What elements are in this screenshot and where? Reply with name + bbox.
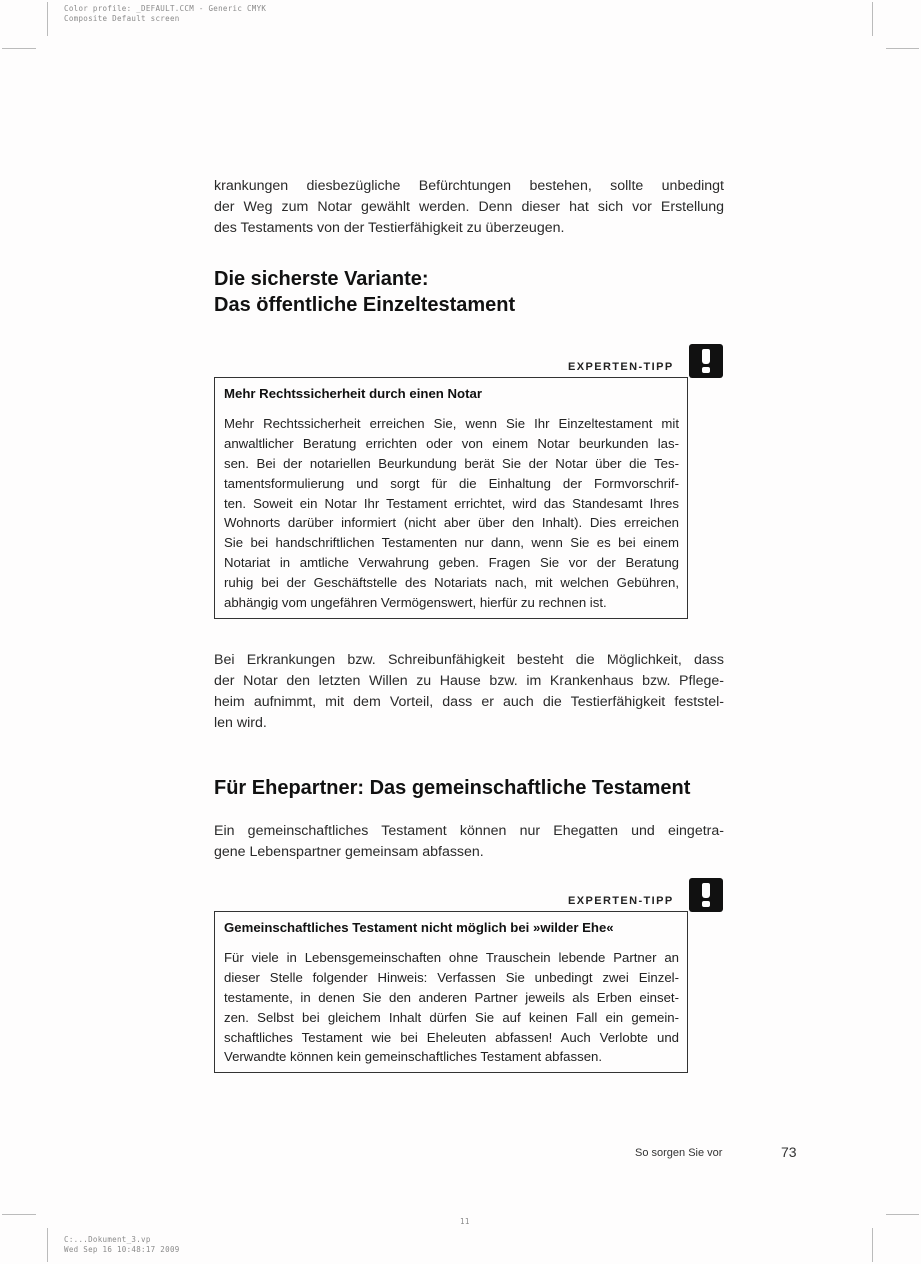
- text-line: testamente, in denen Sie den anderen Partner jeweils als Erben einset-: [224, 989, 679, 1005]
- running-footer-title: So sorgen Sie vor: [635, 1147, 723, 1159]
- exclamation-icon: [689, 878, 723, 912]
- expert-tip-label: EXPERTEN-TIPP: [568, 895, 674, 907]
- text-line: ten. Soweit ein Notar Ihr Testament errichtet, wird das Standesamt Ihres: [224, 495, 679, 511]
- crop-mark: [872, 2, 873, 36]
- text-line: krankungen diesbezügliche Befürchtungen bestehen, sollte unbedingt: [214, 178, 724, 194]
- text-line: len wird.: [214, 715, 267, 731]
- section-heading-line-1: Die sicherste Variante:: [214, 268, 429, 290]
- text-line: Verwandte können kein gemeinschaftliches Testament abfassen.: [224, 1049, 603, 1065]
- sheet-number: 11: [460, 1217, 470, 1226]
- text-line: der Weg zum Notar gewählt werden. Denn dieser hat sich vor Erstellung: [214, 199, 724, 215]
- text-line: zen. Selbst bei gleichem Inhalt dürfen Sie auf keinen Fall ein gemein-: [224, 1009, 679, 1025]
- text-line: ruhig bei der Geschäftstelle des Notariats nach, mit welchen Gebühren,: [224, 575, 679, 591]
- file-name-note: C:...Dokument_3.vp: [64, 1235, 151, 1244]
- intro-paragraph: [214, 176, 724, 239]
- text-line: tamentsformulierung und sorgt für die Einhaltung der Formvorschrif-: [224, 475, 679, 491]
- text-line: Bei Erkrankungen bzw. Schreibunfähigkeit besteht die Möglichkeit, dass: [214, 652, 724, 668]
- text-line: heim aufnimmt, mit dem Vorteil, dass er auch die Testierfähigkeit feststel-: [214, 694, 724, 710]
- expert-tip-title: Mehr Rechtssicherheit durch einen Notar: [224, 386, 482, 401]
- crop-mark: [47, 1228, 48, 1262]
- text-line: dieser Stelle folgender Hinweis: Verfassen Sie unbedingt zwei Einzel-: [224, 969, 679, 985]
- section-heading-line-2: Das öffentliche Einzeltestament: [214, 294, 516, 316]
- text-line: sen. Bei der notariellen Beurkundung berät Sie der Notar über die Tes-: [224, 455, 679, 471]
- expert-tip-label: EXPERTEN-TIPP: [568, 361, 674, 373]
- text-line: gene Lebenspartner gemeinsam abfassen.: [214, 844, 484, 860]
- expert-tip-title: Gemeinschaftliches Testament nicht möglich bei »wilder Ehe«: [224, 920, 614, 935]
- crop-mark: [886, 48, 919, 49]
- text-line: Ein gemeinschaftliches Testament können nur Ehegatten und eingetra-: [214, 823, 724, 839]
- text-line: schaftliches Testament wie bei Eheleuten abfassen! Auch Verlobte und: [224, 1029, 679, 1045]
- timestamp-note: Wed Sep 16 10:48:17 2009: [64, 1245, 180, 1254]
- text-line: abhängig vom ungefähren Vermögenswert, hierfür zu rechnen ist.: [224, 595, 607, 611]
- text-line: Für viele in Lebensgemeinschaften ohne Trauschein lebende Partner an: [224, 949, 679, 965]
- crop-mark: [2, 48, 36, 49]
- text-line: anwaltlicher Beratung errichten oder von einem Notar beurkunden las-: [224, 435, 679, 451]
- expert-tip-box: [214, 911, 688, 1073]
- crop-mark: [872, 1228, 873, 1262]
- body-paragraph: [214, 821, 724, 863]
- body-paragraph: [214, 650, 724, 734]
- exclamation-icon: [689, 344, 723, 378]
- page-number: 73: [781, 1144, 797, 1160]
- expert-tip-box: [214, 377, 688, 619]
- text-line: des Testaments von der Testierfähigkeit zu überzeugen.: [214, 220, 565, 236]
- section-heading: Für Ehepartner: Das gemeinschaftliche Testament: [214, 777, 691, 799]
- color-profile-note: Color profile: _DEFAULT.CCM - Generic CMYK: [64, 4, 267, 13]
- text-line: Mehr Rechtssicherheit erreichen Sie, wenn Sie Ihr Einzeltestament mit: [224, 415, 679, 431]
- text-line: Notariat in amtliche Verwahrung geben. Fragen Sie vor der Beratung: [224, 555, 679, 571]
- crop-mark: [47, 2, 48, 36]
- crop-mark: [886, 1214, 919, 1215]
- composite-note: Composite Default screen: [64, 14, 180, 23]
- text-line: der Notar den letzten Willen zu Hause bzw. im Krankenhaus bzw. Pflege-: [214, 673, 724, 689]
- text-line: Sie bei handschriftlichen Testamenten nur dann, wenn Sie es bei einem: [224, 535, 679, 551]
- crop-mark: [2, 1214, 36, 1215]
- text-line: Wohnorts darüber informiert (nicht aber über den Inhalt). Dies erreichen: [224, 515, 679, 531]
